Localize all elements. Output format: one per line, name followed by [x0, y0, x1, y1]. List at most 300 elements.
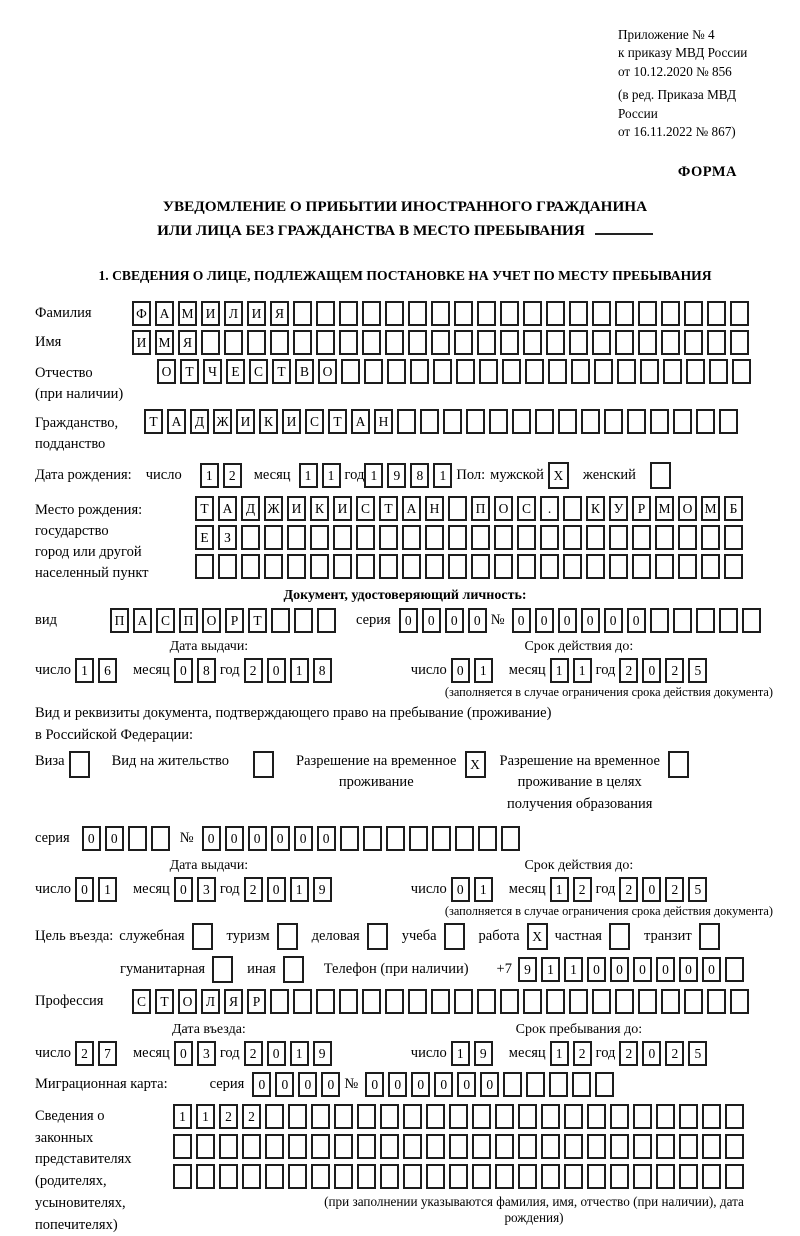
char-cell[interactable] [656, 1164, 675, 1189]
char-cell[interactable] [387, 359, 406, 384]
char-cell[interactable] [610, 1164, 629, 1189]
char-cell[interactable] [581, 409, 600, 434]
char-cell[interactable] [512, 409, 531, 434]
char-cell[interactable] [546, 301, 565, 326]
char-cell[interactable]: 0 [321, 1072, 340, 1097]
char-cell[interactable] [701, 554, 720, 579]
profession-input[interactable] [132, 989, 753, 1014]
doc-valid-month-input[interactable] [550, 658, 596, 683]
char-cell[interactable] [615, 989, 634, 1014]
char-cell[interactable] [517, 554, 536, 579]
char-cell[interactable] [241, 554, 260, 579]
char-cell[interactable]: О [202, 608, 221, 633]
char-cell[interactable]: 8 [313, 658, 332, 683]
char-cell[interactable]: 2 [665, 1041, 684, 1066]
char-cell[interactable] [362, 989, 381, 1014]
phone-input[interactable] [518, 957, 748, 982]
char-cell[interactable] [686, 359, 705, 384]
char-cell[interactable]: П [179, 608, 198, 633]
char-cell[interactable] [380, 1164, 399, 1189]
char-cell[interactable]: А [218, 496, 237, 521]
char-cell[interactable] [339, 989, 358, 1014]
char-cell[interactable]: И [201, 301, 220, 326]
char-cell[interactable]: 1 [196, 1104, 215, 1129]
char-cell[interactable]: С [156, 608, 175, 633]
char-cell[interactable]: 0 [610, 957, 629, 982]
char-cell[interactable] [472, 1164, 491, 1189]
char-cell[interactable]: 2 [619, 658, 638, 683]
char-cell[interactable] [420, 409, 439, 434]
char-cell[interactable] [673, 409, 692, 434]
char-cell[interactable]: 0 [581, 608, 600, 633]
char-cell[interactable]: 5 [688, 658, 707, 683]
char-cell[interactable] [564, 1134, 583, 1159]
char-cell[interactable]: Ч [203, 359, 222, 384]
char-cell[interactable] [587, 1104, 606, 1129]
char-cell[interactable] [549, 1072, 568, 1097]
char-cell[interactable] [426, 1104, 445, 1129]
char-cell[interactable] [500, 330, 519, 355]
char-cell[interactable] [518, 1104, 537, 1129]
purpose-other-checkbox[interactable] [283, 956, 304, 983]
char-cell[interactable] [287, 525, 306, 550]
char-cell[interactable]: С [249, 359, 268, 384]
char-cell[interactable] [540, 525, 559, 550]
char-cell[interactable] [489, 409, 508, 434]
purpose-study-checkbox[interactable] [444, 923, 465, 950]
char-cell[interactable] [707, 301, 726, 326]
char-cell[interactable]: 0 [105, 826, 124, 851]
char-cell[interactable] [604, 409, 623, 434]
char-cell[interactable] [386, 826, 405, 851]
doc-series-input[interactable] [399, 608, 491, 633]
doc-number-input[interactable] [512, 608, 765, 633]
sex-male-checkbox[interactable]: X [548, 462, 569, 489]
char-cell[interactable]: 0 [174, 1041, 193, 1066]
char-cell[interactable]: 0 [75, 877, 94, 902]
char-cell[interactable] [425, 525, 444, 550]
char-cell[interactable]: А [402, 496, 421, 521]
char-cell[interactable]: С [517, 496, 536, 521]
char-cell[interactable] [725, 1164, 744, 1189]
char-cell[interactable]: И [132, 330, 151, 355]
char-cell[interactable] [472, 1134, 491, 1159]
char-cell[interactable] [650, 608, 669, 633]
char-cell[interactable] [679, 1164, 698, 1189]
char-cell[interactable]: 0 [174, 877, 193, 902]
char-cell[interactable]: Б [724, 496, 743, 521]
char-cell[interactable] [397, 409, 416, 434]
char-cell[interactable] [569, 989, 588, 1014]
migration-series-input[interactable] [252, 1072, 344, 1097]
char-cell[interactable]: 2 [573, 877, 592, 902]
char-cell[interactable] [610, 1134, 629, 1159]
char-cell[interactable]: С [132, 989, 151, 1014]
edu-residence-checkbox[interactable] [668, 751, 689, 778]
char-cell[interactable] [587, 1164, 606, 1189]
char-cell[interactable]: Я [270, 301, 289, 326]
char-cell[interactable]: 9 [313, 877, 332, 902]
char-cell[interactable] [219, 1134, 238, 1159]
purpose-humanitarian-checkbox[interactable] [212, 956, 233, 983]
residence-valid-day-input[interactable] [451, 877, 497, 902]
char-cell[interactable] [696, 409, 715, 434]
char-cell[interactable] [431, 989, 450, 1014]
char-cell[interactable]: О [178, 989, 197, 1014]
char-cell[interactable]: Р [632, 496, 651, 521]
char-cell[interactable]: К [586, 496, 605, 521]
char-cell[interactable] [569, 301, 588, 326]
char-cell[interactable]: С [356, 496, 375, 521]
char-cell[interactable]: Т [328, 409, 347, 434]
char-cell[interactable] [432, 826, 451, 851]
residence-series-input[interactable] [82, 826, 174, 851]
representatives-input-row3[interactable] [173, 1164, 775, 1189]
char-cell[interactable]: О [494, 496, 513, 521]
char-cell[interactable] [679, 1104, 698, 1129]
char-cell[interactable] [558, 409, 577, 434]
char-cell[interactable] [523, 301, 542, 326]
char-cell[interactable]: З [218, 525, 237, 550]
char-cell[interactable]: Д [190, 409, 209, 434]
char-cell[interactable] [334, 1134, 353, 1159]
char-cell[interactable] [265, 1164, 284, 1189]
char-cell[interactable] [334, 1164, 353, 1189]
char-cell[interactable]: . [540, 496, 559, 521]
char-cell[interactable]: 1 [433, 463, 452, 488]
char-cell[interactable]: 1 [290, 1041, 309, 1066]
entry-month-input[interactable] [174, 1041, 220, 1066]
char-cell[interactable] [357, 1104, 376, 1129]
char-cell[interactable] [426, 1134, 445, 1159]
char-cell[interactable] [456, 359, 475, 384]
char-cell[interactable] [548, 359, 567, 384]
char-cell[interactable] [632, 525, 651, 550]
char-cell[interactable] [684, 989, 703, 1014]
char-cell[interactable]: 1 [75, 658, 94, 683]
char-cell[interactable] [363, 826, 382, 851]
char-cell[interactable] [732, 359, 751, 384]
char-cell[interactable] [466, 409, 485, 434]
entry-day-input[interactable] [75, 1041, 121, 1066]
stay-month-input[interactable] [550, 1041, 596, 1066]
char-cell[interactable]: Ж [213, 409, 232, 434]
birth-place-input-row1[interactable] [195, 496, 747, 521]
char-cell[interactable] [610, 1104, 629, 1129]
char-cell[interactable] [334, 1104, 353, 1129]
char-cell[interactable]: 1 [474, 658, 493, 683]
char-cell[interactable] [725, 1104, 744, 1129]
stay-year-input[interactable] [619, 1041, 711, 1066]
char-cell[interactable] [316, 330, 335, 355]
char-cell[interactable]: 0 [558, 608, 577, 633]
char-cell[interactable] [633, 1104, 652, 1129]
char-cell[interactable] [288, 1164, 307, 1189]
citizenship-input[interactable] [144, 409, 742, 434]
char-cell[interactable] [633, 1134, 652, 1159]
char-cell[interactable] [650, 409, 669, 434]
char-cell[interactable]: М [701, 496, 720, 521]
char-cell[interactable]: 1 [541, 957, 560, 982]
char-cell[interactable] [433, 359, 452, 384]
char-cell[interactable] [655, 525, 674, 550]
char-cell[interactable] [247, 330, 266, 355]
char-cell[interactable] [385, 301, 404, 326]
char-cell[interactable] [362, 301, 381, 326]
char-cell[interactable]: 0 [587, 957, 606, 982]
char-cell[interactable]: 1 [573, 658, 592, 683]
char-cell[interactable]: Р [225, 608, 244, 633]
char-cell[interactable]: 9 [518, 957, 537, 982]
purpose-private-checkbox[interactable] [609, 923, 630, 950]
char-cell[interactable] [541, 1164, 560, 1189]
char-cell[interactable]: 0 [445, 608, 464, 633]
char-cell[interactable] [380, 1134, 399, 1159]
char-cell[interactable] [656, 1134, 675, 1159]
char-cell[interactable]: И [282, 409, 301, 434]
char-cell[interactable] [696, 608, 715, 633]
char-cell[interactable]: 8 [410, 463, 429, 488]
doc-type-input[interactable] [110, 608, 340, 633]
char-cell[interactable]: 9 [313, 1041, 332, 1066]
char-cell[interactable] [431, 301, 450, 326]
char-cell[interactable]: Ж [264, 496, 283, 521]
char-cell[interactable]: 1 [290, 658, 309, 683]
char-cell[interactable] [707, 330, 726, 355]
char-cell[interactable]: 1 [173, 1104, 192, 1129]
char-cell[interactable] [356, 554, 375, 579]
char-cell[interactable] [410, 359, 429, 384]
char-cell[interactable] [340, 826, 359, 851]
char-cell[interactable] [196, 1134, 215, 1159]
char-cell[interactable]: 0 [451, 877, 470, 902]
visa-checkbox[interactable] [69, 751, 90, 778]
char-cell[interactable] [408, 301, 427, 326]
char-cell[interactable]: 2 [219, 1104, 238, 1129]
char-cell[interactable] [587, 1134, 606, 1159]
char-cell[interactable] [546, 330, 565, 355]
char-cell[interactable] [317, 608, 336, 633]
char-cell[interactable] [592, 330, 611, 355]
char-cell[interactable] [311, 1164, 330, 1189]
birth-day-input[interactable] [200, 463, 246, 488]
char-cell[interactable] [663, 359, 682, 384]
char-cell[interactable]: 2 [619, 1041, 638, 1066]
char-cell[interactable] [449, 1104, 468, 1129]
char-cell[interactable] [633, 1164, 652, 1189]
doc-valid-year-input[interactable] [619, 658, 711, 683]
char-cell[interactable] [494, 554, 513, 579]
char-cell[interactable]: 0 [411, 1072, 430, 1097]
char-cell[interactable]: 2 [665, 658, 684, 683]
char-cell[interactable] [426, 1164, 445, 1189]
char-cell[interactable] [638, 301, 657, 326]
char-cell[interactable] [385, 330, 404, 355]
char-cell[interactable]: 0 [633, 957, 652, 982]
residence-permit-checkbox[interactable] [253, 751, 274, 778]
char-cell[interactable] [311, 1134, 330, 1159]
char-cell[interactable] [701, 525, 720, 550]
char-cell[interactable]: А [167, 409, 186, 434]
char-cell[interactable]: 1 [564, 957, 583, 982]
char-cell[interactable]: 6 [98, 658, 117, 683]
char-cell[interactable]: Т [180, 359, 199, 384]
representatives-input-row2[interactable] [173, 1134, 775, 1159]
char-cell[interactable]: 0 [267, 658, 286, 683]
char-cell[interactable]: 0 [298, 1072, 317, 1097]
char-cell[interactable]: 0 [271, 826, 290, 851]
char-cell[interactable]: 0 [267, 877, 286, 902]
char-cell[interactable] [592, 301, 611, 326]
char-cell[interactable]: С [305, 409, 324, 434]
purpose-tourism-checkbox[interactable] [277, 923, 298, 950]
char-cell[interactable] [572, 1072, 591, 1097]
char-cell[interactable] [294, 608, 313, 633]
char-cell[interactable]: 9 [387, 463, 406, 488]
char-cell[interactable] [656, 1104, 675, 1129]
char-cell[interactable]: 0 [317, 826, 336, 851]
char-cell[interactable] [357, 1134, 376, 1159]
char-cell[interactable]: 0 [457, 1072, 476, 1097]
char-cell[interactable] [128, 826, 147, 851]
char-cell[interactable] [380, 1104, 399, 1129]
residence-issue-year-input[interactable] [244, 877, 336, 902]
char-cell[interactable] [449, 1134, 468, 1159]
char-cell[interactable] [725, 957, 744, 982]
char-cell[interactable]: И [287, 496, 306, 521]
char-cell[interactable] [241, 525, 260, 550]
char-cell[interactable] [564, 1104, 583, 1129]
residence-issue-day-input[interactable] [75, 877, 121, 902]
char-cell[interactable] [719, 409, 738, 434]
char-cell[interactable]: 0 [434, 1072, 453, 1097]
char-cell[interactable]: О [157, 359, 176, 384]
char-cell[interactable] [402, 554, 421, 579]
char-cell[interactable] [502, 359, 521, 384]
char-cell[interactable] [218, 554, 237, 579]
char-cell[interactable]: 1 [200, 463, 219, 488]
char-cell[interactable] [501, 826, 520, 851]
char-cell[interactable]: Л [224, 301, 243, 326]
char-cell[interactable]: 0 [174, 658, 193, 683]
char-cell[interactable]: 0 [656, 957, 675, 982]
char-cell[interactable]: 1 [299, 463, 318, 488]
birth-year-input[interactable] [364, 463, 456, 488]
char-cell[interactable]: 1 [474, 877, 493, 902]
representatives-input-row1[interactable] [173, 1104, 775, 1129]
char-cell[interactable] [655, 554, 674, 579]
char-cell[interactable]: 2 [665, 877, 684, 902]
char-cell[interactable] [362, 330, 381, 355]
char-cell[interactable]: П [471, 496, 490, 521]
char-cell[interactable] [564, 1164, 583, 1189]
char-cell[interactable] [403, 1134, 422, 1159]
char-cell[interactable]: Д [241, 496, 260, 521]
char-cell[interactable] [409, 826, 428, 851]
char-cell[interactable] [173, 1134, 192, 1159]
char-cell[interactable] [730, 330, 749, 355]
char-cell[interactable]: Р [247, 989, 266, 1014]
char-cell[interactable] [333, 554, 352, 579]
char-cell[interactable] [495, 1134, 514, 1159]
char-cell[interactable] [310, 525, 329, 550]
char-cell[interactable]: Е [195, 525, 214, 550]
char-cell[interactable] [500, 301, 519, 326]
stay-day-input[interactable] [451, 1041, 497, 1066]
char-cell[interactable] [586, 525, 605, 550]
char-cell[interactable] [201, 330, 220, 355]
char-cell[interactable] [719, 608, 738, 633]
char-cell[interactable]: Т [379, 496, 398, 521]
char-cell[interactable] [472, 1104, 491, 1129]
char-cell[interactable] [617, 359, 636, 384]
char-cell[interactable] [287, 554, 306, 579]
char-cell[interactable] [339, 330, 358, 355]
doc-valid-day-input[interactable] [451, 658, 497, 683]
char-cell[interactable]: 3 [197, 877, 216, 902]
char-cell[interactable]: Т [272, 359, 291, 384]
char-cell[interactable] [448, 554, 467, 579]
char-cell[interactable] [615, 301, 634, 326]
char-cell[interactable] [724, 525, 743, 550]
char-cell[interactable]: 0 [480, 1072, 499, 1097]
char-cell[interactable]: 0 [642, 658, 661, 683]
char-cell[interactable] [742, 608, 761, 633]
char-cell[interactable] [443, 409, 462, 434]
char-cell[interactable]: О [678, 496, 697, 521]
char-cell[interactable]: 0 [225, 826, 244, 851]
char-cell[interactable]: 0 [451, 658, 470, 683]
char-cell[interactable] [242, 1134, 261, 1159]
char-cell[interactable]: У [609, 496, 628, 521]
char-cell[interactable] [632, 554, 651, 579]
char-cell[interactable] [402, 525, 421, 550]
purpose-official-checkbox[interactable] [192, 923, 213, 950]
char-cell[interactable] [356, 525, 375, 550]
char-cell[interactable] [673, 608, 692, 633]
char-cell[interactable] [609, 525, 628, 550]
char-cell[interactable] [661, 989, 680, 1014]
char-cell[interactable] [595, 1072, 614, 1097]
char-cell[interactable] [316, 301, 335, 326]
char-cell[interactable]: 2 [619, 877, 638, 902]
char-cell[interactable] [454, 301, 473, 326]
char-cell[interactable]: О [318, 359, 337, 384]
temp-residence-checkbox[interactable]: X [465, 751, 486, 778]
char-cell[interactable] [678, 554, 697, 579]
char-cell[interactable] [364, 359, 383, 384]
char-cell[interactable] [455, 826, 474, 851]
char-cell[interactable]: 0 [604, 608, 623, 633]
char-cell[interactable] [316, 989, 335, 1014]
char-cell[interactable] [707, 989, 726, 1014]
char-cell[interactable] [425, 554, 444, 579]
char-cell[interactable] [293, 330, 312, 355]
char-cell[interactable] [503, 1072, 522, 1097]
char-cell[interactable] [379, 525, 398, 550]
char-cell[interactable] [684, 330, 703, 355]
char-cell[interactable] [523, 330, 542, 355]
char-cell[interactable]: 2 [75, 1041, 94, 1066]
char-cell[interactable] [195, 554, 214, 579]
residence-valid-month-input[interactable] [550, 877, 596, 902]
char-cell[interactable]: Т [248, 608, 267, 633]
char-cell[interactable]: 0 [275, 1072, 294, 1097]
char-cell[interactable]: Т [155, 989, 174, 1014]
char-cell[interactable] [265, 1134, 284, 1159]
char-cell[interactable]: Ф [132, 301, 151, 326]
char-cell[interactable] [477, 330, 496, 355]
